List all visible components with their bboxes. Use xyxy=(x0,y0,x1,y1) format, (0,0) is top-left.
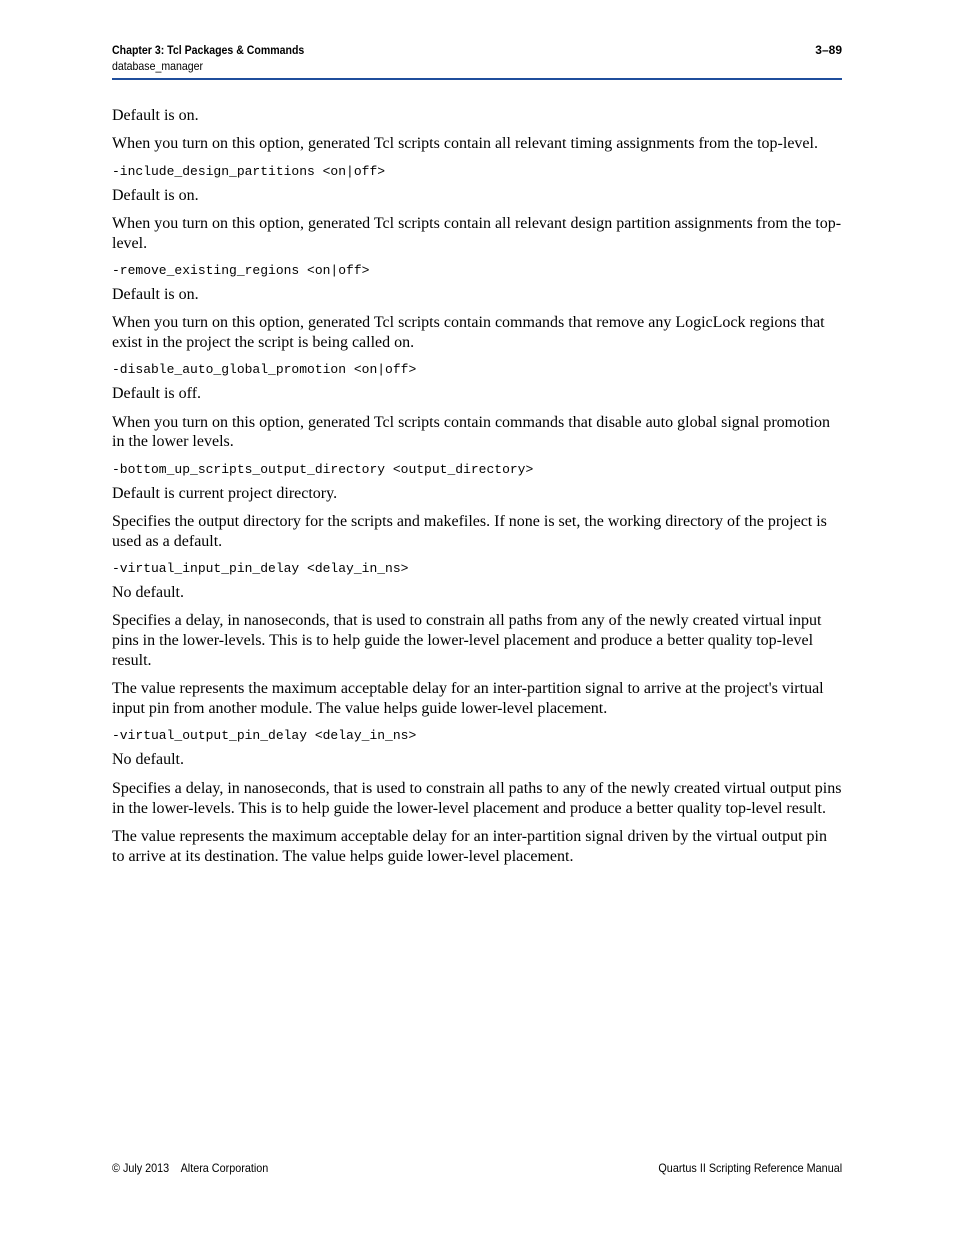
paragraph: Specifies a delay, in nanoseconds, that is used to constrain all paths from any of the newly created virtual input pins in the lower-levels. This is to help guide the lower-level placement and produce a better quality top-level result. xyxy=(112,612,822,670)
paragraph: When you turn on this option, generated Tcl scripts contain all relevant timing assignments from the top-level. xyxy=(112,135,818,153)
copyright-notice: © July 2013 Altera Corporation xyxy=(112,1161,269,1175)
section-name: database_manager xyxy=(112,59,204,73)
option-syntax: -include_design_partitions <on|off> xyxy=(112,163,386,179)
paragraph: Default is current project directory. xyxy=(112,484,338,502)
paragraph: Specifies the output directory for the scripts and makefiles. If none is set, the working directory of the project is used as a default. xyxy=(112,513,827,550)
paragraph: The value represents the maximum acceptable delay for an inter-partition signal to arrive at the project's virtual input pin from another module. The value helps guide lower-level placement. xyxy=(112,680,824,718)
page-header xyxy=(112,42,842,80)
paragraph: Default is on. xyxy=(112,285,199,303)
option-syntax: -virtual_input_pin_delay <delay_in_ns> xyxy=(112,561,409,577)
chapter-title: Chapter 3: Tcl Packages & Commands xyxy=(112,43,305,57)
page-footer xyxy=(112,1161,842,1177)
paragraph: No default. xyxy=(112,751,184,769)
option-syntax: -virtual_output_pin_delay <delay_in_ns> xyxy=(112,728,417,744)
paragraph: No default. xyxy=(112,584,184,602)
option-syntax: -bottom_up_scripts_output_directory <output_directory> xyxy=(112,461,534,477)
paragraph: When you turn on this option, generated Tcl scripts contain commands that remove any LogicLock regions that exist in the project the script is being called on. xyxy=(112,314,825,352)
paragraph: Specifies a delay, in nanoseconds, that is used to constrain all paths to any of the newly created virtual output pins in the lower-levels. This is to help guide the lower-level placement and produce a better quality top-level result. xyxy=(112,779,842,817)
paragraph: When you turn on this option, generated Tcl scripts contain commands that disable auto global signal promotion in the lower levels. xyxy=(112,413,830,451)
manual-title: Quartus II Scripting Reference Manual xyxy=(658,1161,842,1175)
paragraph: Default is off. xyxy=(112,385,202,403)
page-number: 3–89 xyxy=(815,43,842,57)
option-syntax: -remove_existing_regions <on|off> xyxy=(112,262,370,278)
paragraph: Default is on. xyxy=(112,186,199,204)
option-syntax: -disable_auto_global_promotion <on|off> xyxy=(112,362,417,378)
paragraph: Default is on. xyxy=(112,107,199,124)
document-body xyxy=(112,106,842,875)
paragraph: The value represents the maximum acceptable delay for an inter-partition signal driven by the virtual output pin to arrive at its destination. The value helps guide lower-level placement. xyxy=(112,827,827,865)
paragraph: When you turn on this option, generated Tcl scripts contain all relevant design partition assignments from the top-level. xyxy=(112,214,842,252)
